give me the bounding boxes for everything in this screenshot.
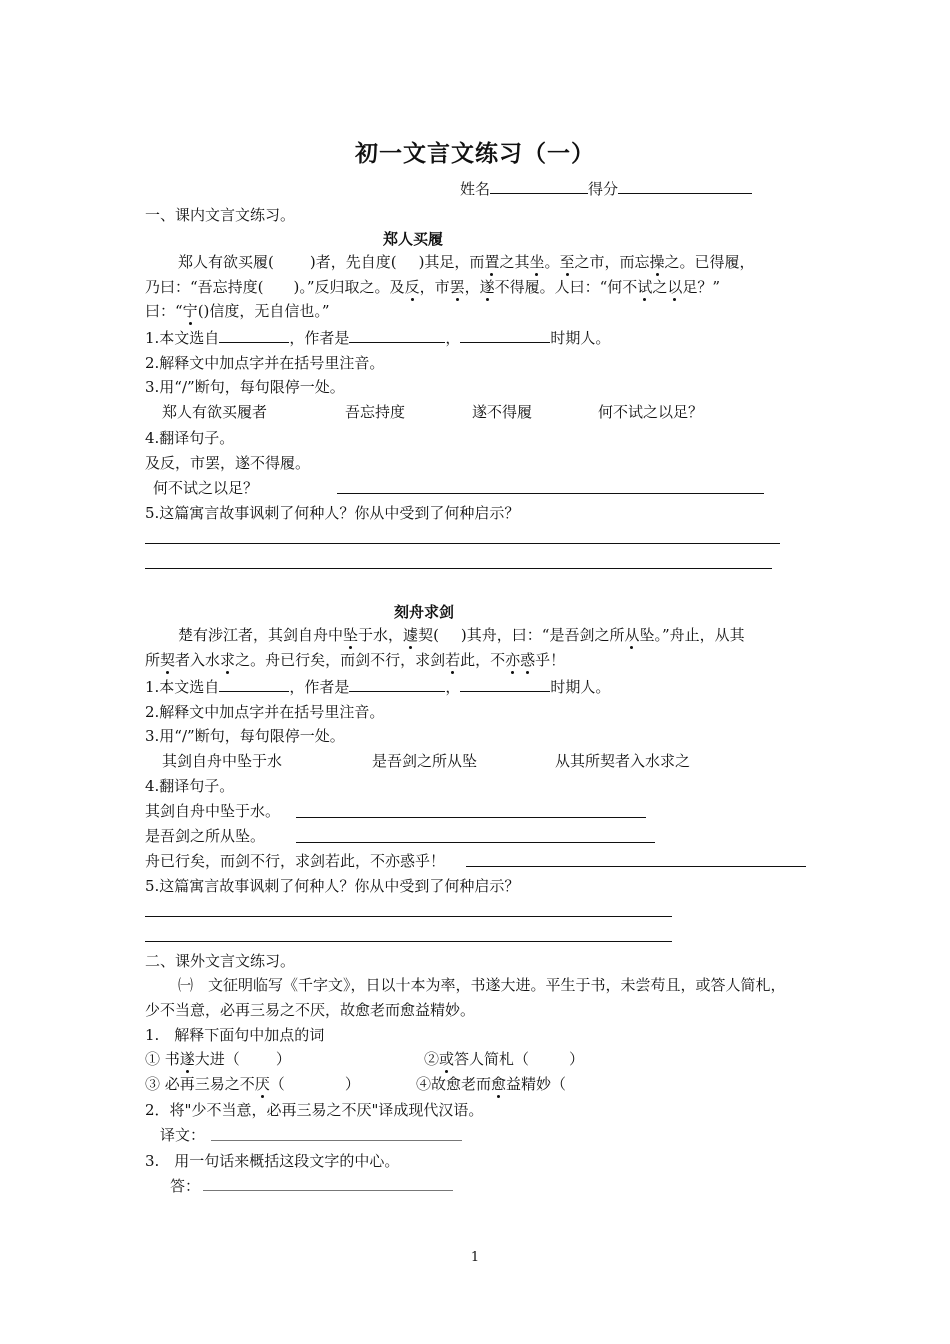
passage1-line2: 乃曰：“吾忘持度( )。”反归取之。及反，市罢，遂不得履。人曰：“何不试之以足？” [145, 278, 721, 296]
p2-q3-item: 从其所契者入水求之 [555, 752, 691, 770]
passage2-line1: 楚有涉江者，其剑自舟中坠于水，遽契( )其舟，曰：“是吾剑之所从坠。”舟止，从其 [178, 626, 745, 644]
score-field[interactable] [618, 178, 752, 194]
p1-question-1: 1.本文选自 ，作者是 ， 时期人。 [145, 329, 611, 347]
answer-label: 答： [170, 1177, 201, 1195]
passage1-title: 郑人买履 [383, 230, 444, 248]
name-field[interactable] [490, 178, 588, 194]
p2-q4-item: 舟已行矣，而剑不行，求剑若此，不亦惑乎！ [145, 852, 446, 870]
s2-item-4: ④故愈老而愈益精妙（ [416, 1075, 567, 1093]
answer-line[interactable] [145, 543, 780, 544]
answer-line[interactable] [296, 817, 646, 818]
p1-q3-item: 吾忘持度 [345, 403, 406, 421]
score-label: 得分 [588, 180, 619, 198]
p1-question-2: 2.解释文中加点字并在括号里注音。 [145, 354, 385, 372]
s2-item-3: ③ 必再三易之不厌（ ） [145, 1075, 360, 1093]
p1-q4-item: 何不试之以足？ [153, 479, 259, 497]
p2-question-3: 3.用“/”断句，每句限停一处。 [145, 727, 345, 745]
p2-q3-item: 其剑自舟中坠于水 [162, 752, 283, 770]
section2-para-line2: 少不当意，必再三易之不厌，故愈老而愈益精妙。 [145, 1001, 476, 1019]
answer-line[interactable] [203, 1190, 453, 1191]
passage2-line2: 所契者入水求之。舟已行矣，而剑不行，求剑若此，不亦惑乎！ [145, 651, 566, 669]
s2-question-1: 1. 解释下面句中加点的词 [145, 1026, 325, 1044]
p2-q3-item: 是吾剑之所从坠 [372, 752, 478, 770]
p1-question-3: 3.用“/”断句，每句限停一处。 [145, 378, 345, 396]
p2-question-2: 2.解释文中加点字并在括号里注音。 [145, 703, 385, 721]
passage1-line3: 曰：“宁()信度，无自信也。” [145, 302, 330, 320]
p1-q3-item: 遂不得履 [472, 403, 533, 421]
p1-q3-item: 郑人有欲买履者 [162, 403, 268, 421]
p1-question-4: 4.翻译句子。 [145, 429, 235, 447]
p1-q4-item: 及反，市罢，遂不得履。 [145, 454, 311, 472]
section2-heading: 二、课外文言文练习。 [145, 952, 296, 970]
passage1-line1: 郑人有欲买履( )者，先自度( )其足，而置之其坐。至之市，而忘操之。已得履， [178, 253, 755, 271]
p1-question-5: 5.这篇寓言故事讽刺了何种人？你从中受到了何种启示？ [145, 504, 520, 522]
s2-item-2: ②或答人简札（ ） [424, 1050, 585, 1068]
answer-line[interactable] [145, 916, 672, 917]
p2-q4-item: 是吾剑之所从坠。 [145, 827, 266, 845]
page-number: 1 [470, 1250, 480, 1265]
section1-heading: 一、课内文言文练习。 [145, 206, 296, 224]
p2-q4-item: 其剑自舟中坠于水。 [145, 802, 281, 820]
answer-line[interactable] [145, 568, 772, 569]
name-score-row [460, 178, 752, 199]
page-title: 初一文言文练习（一） [355, 141, 595, 167]
answer-line[interactable] [211, 1140, 462, 1141]
answer-line[interactable] [145, 941, 672, 942]
answer-line[interactable] [337, 493, 764, 494]
answer-line[interactable] [296, 842, 655, 843]
section2-para-line1: ㈠ 文征明临写《千字文》，日以十本为率，书遂大进。平生于书，未尝苟且，或答人简札， [178, 976, 786, 994]
translation-label: 译文： [160, 1126, 206, 1144]
passage2-title: 刻舟求剑 [394, 603, 455, 621]
name-label: 姓名 [460, 180, 491, 198]
p2-question-5: 5.这篇寓言故事讽刺了何种人？你从中受到了何种启示？ [145, 877, 520, 895]
s2-question-3: 3. 用一句话来概括这段文字的中心。 [145, 1152, 400, 1170]
s2-item-1: ① 书遂大进（ ） [145, 1050, 291, 1068]
answer-line[interactable] [466, 866, 806, 867]
p1-q3-item: 何不试之以足？ [598, 403, 704, 421]
p2-question-1: 1.本文选自 ，作者是 ， 时期人。 [145, 678, 611, 696]
s2-question-2: 2．将"少不当意，必再三易之不厌"译成现代汉语。 [145, 1101, 484, 1119]
p2-question-4: 4.翻译句子。 [145, 777, 235, 795]
